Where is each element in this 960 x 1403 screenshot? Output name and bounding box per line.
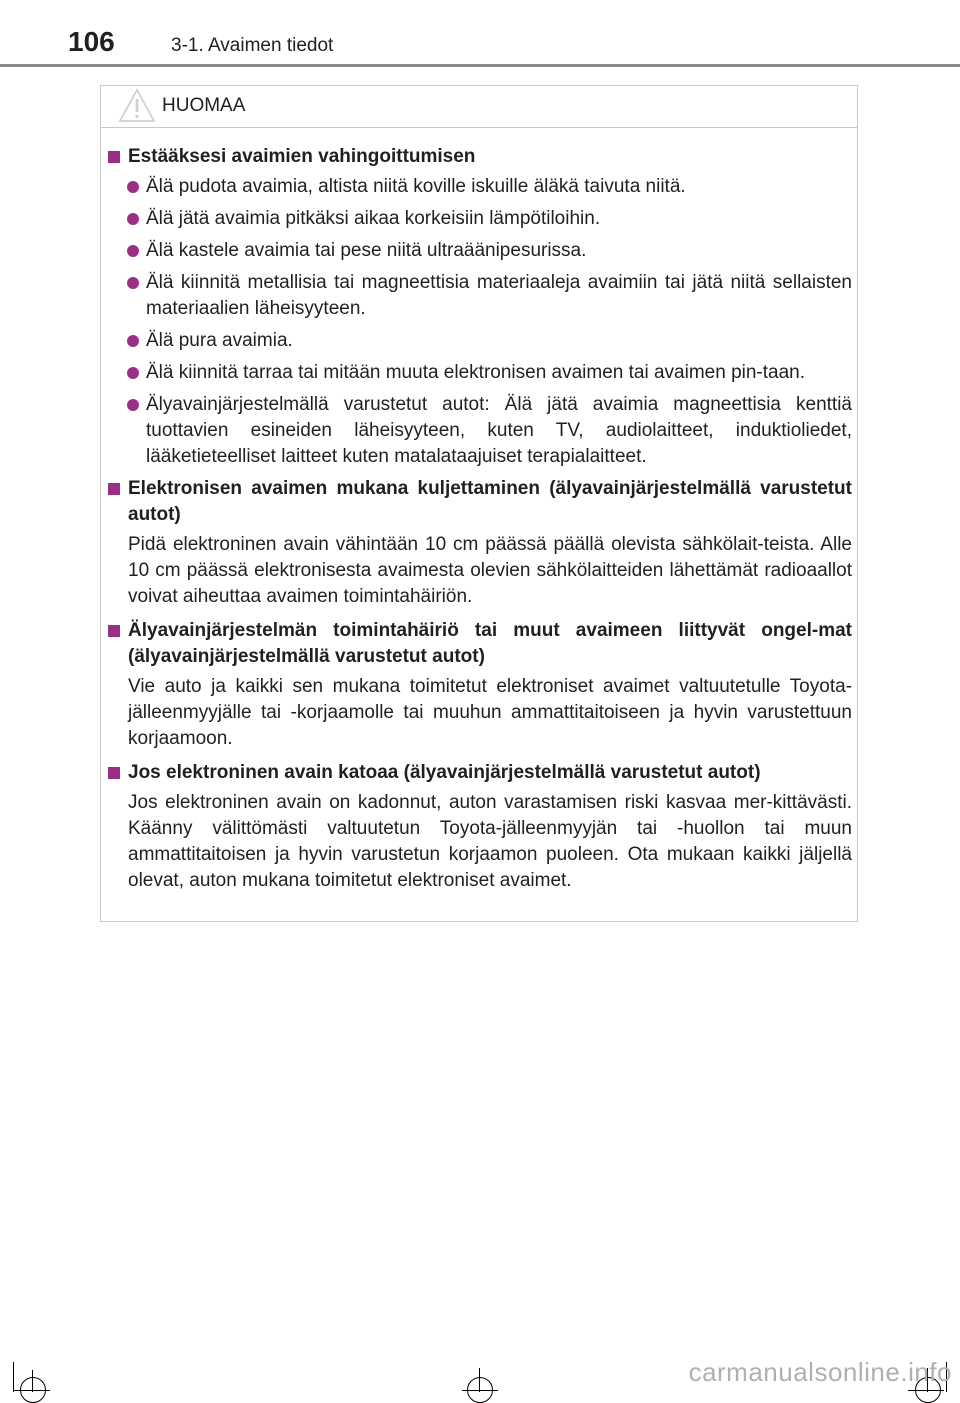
list-item-text: Älyavainjärjestelmällä varustetut autot: Älä jätä avaimia magneettisia kenttiä tuottavien esineiden läheisyyteen, kuten TV, audiolaitteet, induktioliedet, lääketieteelliset laitteet kuten matalataajuiset terapialaitteet. [146, 394, 852, 467]
header-divider [0, 64, 960, 67]
section-heading-text: Jos elektroninen avain katoaa (älyavainjärjestelmällä varustetut autot) [128, 762, 761, 783]
section-heading-text: Elektronisen avaimen mukana kuljettaminen (älyavainjärjestelmällä varustetut autot) [128, 478, 852, 525]
round-bullet-icon [127, 277, 139, 289]
crop-mark-center [460, 1362, 500, 1392]
section-paragraph: Vie auto ja kaikki sen mukana toimitetut elektroniset avaimet valtuutetulle Toyota-jälleenmyyjälle tai -korjaamolle tai muuhun ammattitaitoiseen ja hyvin varustettuun korjaamoon. [128, 676, 852, 749]
list-item [108, 392, 852, 470]
round-bullet-icon [127, 399, 139, 411]
list-item-text: Älä pudota avaimia, altista niitä koville iskuille äläkä taivuta niitä. [146, 176, 686, 197]
list-item [108, 270, 852, 322]
round-bullet-icon [127, 213, 139, 225]
list-item-text: Älä jätä avaimia pitkäksi aikaa korkeisiin lämpötiloihin. [146, 208, 601, 229]
round-bullet-icon [127, 245, 139, 257]
square-bullet-icon [108, 151, 120, 163]
square-bullet-icon [108, 483, 120, 495]
round-bullet-icon [127, 367, 139, 379]
list-item [108, 360, 852, 386]
section-paragraph: Pidä elektroninen avain vähintään 10 cm päässä päällä olevista sähkölait-teista. Alle 10 cm päässä elektronisesta avaimesta olevien sähkölaitteiden lähettämät radioaallot voivat aiheuttaa avaimen toimintahäiriön. [128, 534, 852, 607]
list-item [108, 174, 852, 200]
notice-title: HUOMAA [162, 95, 246, 116]
warning-triangle-icon [118, 88, 156, 123]
crop-mark-left [10, 1362, 50, 1392]
list-item-text: Älä pura avaimia. [146, 330, 293, 351]
square-bullet-icon [108, 625, 120, 637]
notice-header [101, 86, 857, 128]
list-item [108, 328, 852, 354]
notice-box [100, 85, 858, 922]
round-bullet-icon [127, 335, 139, 347]
section-heading-text: Älyavainjärjestelmän toimintahäiriö tai muut avaimeen liittyvät ongel-mat (älyavainjärjestelmällä varustetut autot) [128, 620, 852, 667]
section-heading [108, 618, 852, 670]
list-item [108, 238, 852, 264]
watermark: carmanualsonline.info [688, 1357, 952, 1387]
list-item-text: Älä kiinnitä tarraa tai mitään muuta elektronisen avaimen tai avaimen pin-taan. [146, 362, 806, 383]
section-paragraph: Jos elektroninen avain on kadonnut, auton varastamisen riski kasvaa mer-kittävästi. Käänny välittömästi valtuutetun Toyota-jälleenmyyjän tai -huollon tai muun ammattitaitoisen ja hyvin varustetun korjaamon puoleen. Ota mukaan kaikki jäljellä olevat, auton mukana toimitetut elektroniset avaimet. [128, 792, 852, 891]
list-item-text: Älä kiinnitä metallisia tai magneettisia materiaaleja avaimiin tai jätä niitä sellaisten materiaalien läheisyyteen. [146, 272, 852, 319]
square-bullet-icon [108, 767, 120, 779]
section-heading [108, 476, 852, 528]
section-heading [108, 760, 852, 786]
section-heading [108, 144, 852, 170]
page-header [0, 0, 960, 70]
notice-content [108, 144, 852, 902]
section-title: 3-1. Avaimen tiedot [171, 35, 334, 56]
page-number: 106 [68, 26, 115, 57]
section-heading-text: Estääksesi avaimien vahingoittumisen [128, 146, 476, 167]
list-item [108, 206, 852, 232]
round-bullet-icon [127, 181, 139, 193]
list-item-text: Älä kastele avaimia tai pese niitä ultraäänipesurissa. [146, 240, 587, 261]
